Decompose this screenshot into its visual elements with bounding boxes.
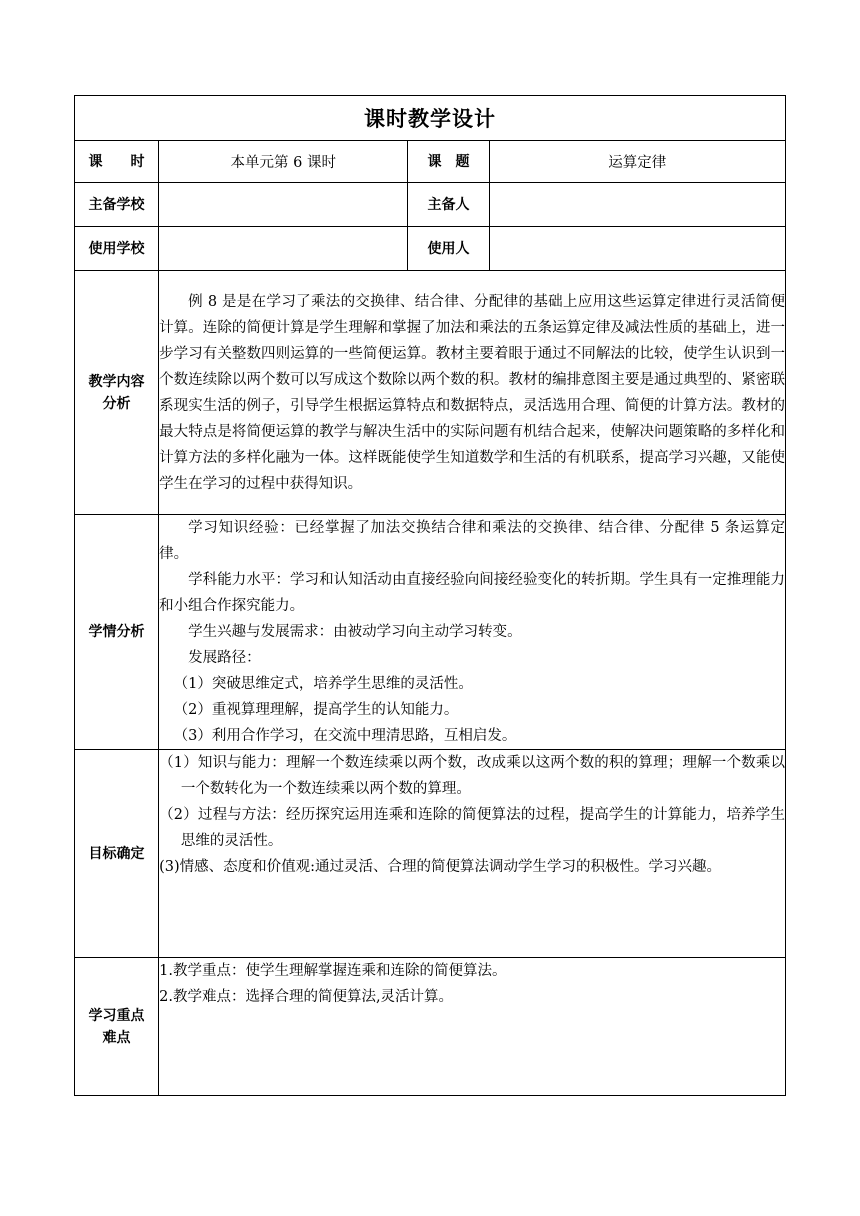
label-using-school: 使用学校 <box>75 227 159 271</box>
label-content-analysis-line2: 分析 <box>102 395 131 412</box>
label-learner-analysis: 学情分析 <box>75 515 159 750</box>
learner-path-item: （3）利用合作学习，在交流中理清思路，互相启发。 <box>173 728 517 744</box>
label-main-school: 主备学校 <box>75 183 159 227</box>
goal-item: (3)情感、态度和价值观:通过灵活、合理的简便算法调动学生学习的积极性。学习兴趣。 <box>159 859 722 875</box>
content-analysis-cell <box>159 271 786 515</box>
label-period: 课 时 <box>75 141 159 183</box>
label-key-points-line2: 难点 <box>102 1029 131 1046</box>
value-main-preparer <box>489 183 785 227</box>
learner-path-item: （2）重视算理理解，提高学生的认知能力。 <box>173 702 459 718</box>
learner-paragraph: 学习知识经验：已经掌握了加法交换结合律和乘法的交换律、结合律、分配律 5 条运算定律。 <box>159 520 785 562</box>
table-title: 课时教学设计 <box>75 96 786 141</box>
value-main-school <box>159 183 408 227</box>
label-user: 使用人 <box>408 227 489 271</box>
goal-item: （2）过程与方法：经历探究运用连乘和连除的简便算法的过程，提高学生的计算能力，培养学生思维的灵活性。 <box>159 807 785 849</box>
label-key-points <box>75 958 159 1096</box>
content-analysis-text: 例 8 是是在学习了乘法的交换律、结合律、分配律的基础上应用这些运算定律进行灵活简便计算。连除的简便计算是学生理解和掌握了加法和乘法的五条运算定律及减法性质的基础上，进一步学习有关整数四则运算的一些简便运算。教材主要着眼于通过不同解法的比较，使学生认识到一个数连续除以两个数可以写成这个数除以两个数的积。教材的编排意图主要是通过典型的、紧密联系现实生活的例子，引导学生根据运算特点和数据特点，灵活选用合理、简便的计算方法。教材的最大特点是将简便运算的教学与解决生活中的实际问题有机结合起来，使解决问题策略的多样化和计算方法的多样化融为一体。这样既能使学生知道数学和生活的有机联系，提高学习兴趣，又能使学生在学习的过程中获得知识。 <box>159 293 785 492</box>
value-topic: 运算定律 <box>489 141 785 183</box>
label-content-analysis <box>75 271 159 515</box>
lesson-design-table <box>74 95 786 1096</box>
label-goals: 目标确定 <box>75 750 159 958</box>
learner-path-item: （1）突破思维定式，培养学生思维的灵活性。 <box>173 676 473 692</box>
learner-analysis-cell <box>159 515 786 750</box>
value-period: 本单元第 6 课时 <box>159 141 408 183</box>
learner-paragraph: 学生兴趣与发展需求：由被动学习向主动学习转变。 <box>188 624 522 640</box>
goal-item: （1）知识与能力：理解一个数连续乘以两个数，改成乘以这两个数的积的算理；理解一个数乘以一个数转化为一个数连续乘以两个数的算理。 <box>159 755 785 797</box>
label-topic: 课 题 <box>408 141 489 183</box>
learner-paragraph: 发展路径： <box>188 650 261 666</box>
value-using-school <box>159 227 408 271</box>
goals-cell <box>159 750 786 958</box>
label-main-preparer: 主备人 <box>408 183 489 227</box>
key-points-cell <box>159 958 786 1096</box>
label-content-analysis-line1: 教学内容 <box>88 373 145 390</box>
value-user <box>489 227 785 271</box>
key-point-item: 2.教学难点：选择合理的简便算法,灵活计算。 <box>159 989 454 1005</box>
key-point-item: 1.教学重点：使学生理解掌握连乘和连除的简便算法。 <box>159 963 507 979</box>
label-key-points-line1: 学习重点 <box>88 1007 145 1024</box>
learner-paragraph: 学科能力水平：学习和认知活动由直接经验向间接经验变化的转折期。学生具有一定推理能力和小组合作探究能力。 <box>159 572 785 614</box>
